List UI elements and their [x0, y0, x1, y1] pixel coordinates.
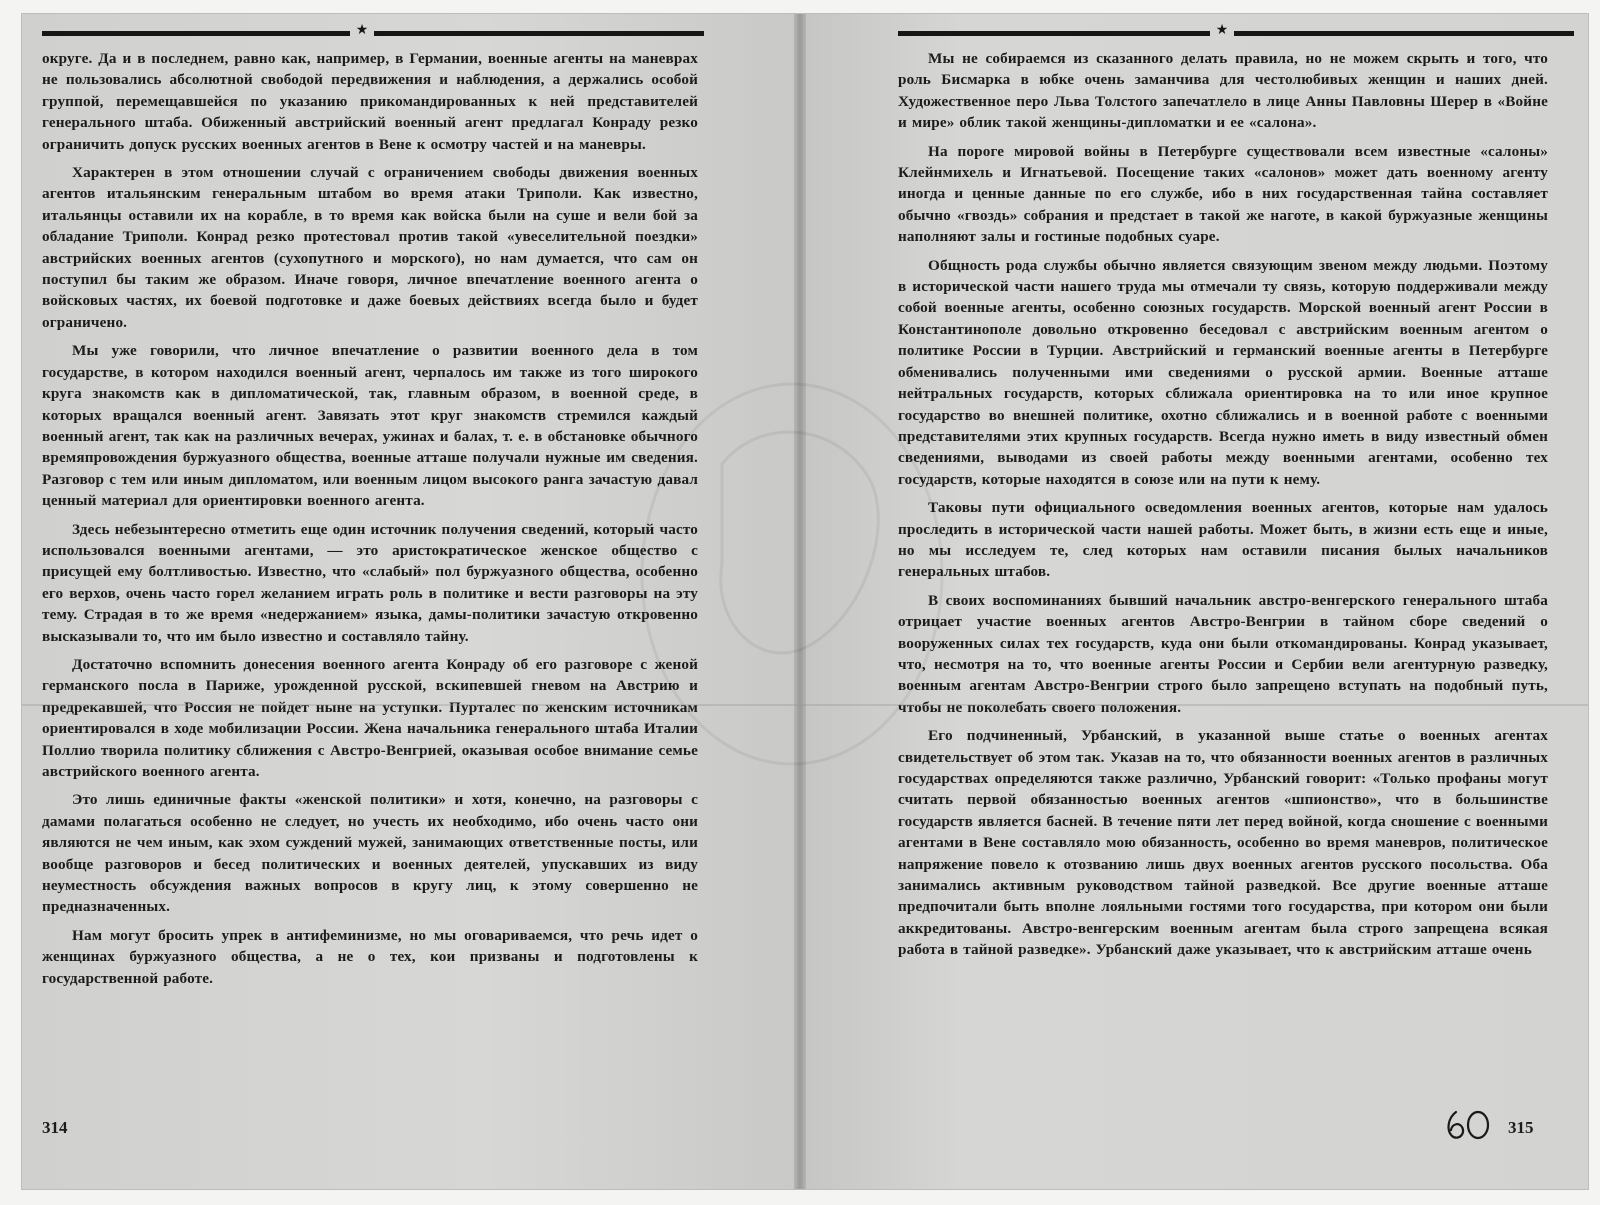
header-bar — [42, 31, 350, 36]
header-bar — [1234, 31, 1574, 36]
star-icon: ★ — [355, 22, 369, 38]
handwritten-page-mark — [1442, 1106, 1500, 1142]
paragraph: Достаточно вспомнить донесения военного агента Конраду об его разговоре с женой германского посла в Париже, урожденной русской, вскипевшей гневом на Австрию и предрекавшей, что Россия не пойдет ныне на уступки. Пурталес по женским источникам ориентировался в ходе мобилизации России. Жена начальника генерального штаба Италии Поллио творила политику сближения с Австро-Венгрией, оказывая особое внимание семье австрийского военного агента. — [42, 655, 698, 780]
paragraph: В своих воспоминаниях бывший начальник австро-венгерского генерального штаба отрицает участие военных агентов Австро-Венгрии в тайном сборе сведений о вооруженных силах тех государств, куда они были откомандированы. Конрад указывает, что, несмотря на то, что военные агенты России и Сербии вели агентурную разведку, военным агентам Австро-Венгрии строго было запрещено вступать на подобный путь, чтобы не поколебать своего положения. — [898, 591, 1548, 716]
right-page — [806, 14, 1588, 1189]
paragraph: Мы не собираемся из сказанного делать правила, но не можем скрыть и того, что роль Бисмарка в юбке очень заманчива для честолюбивых женщин и наших дней. Художественное перо Льва Толстого запечатлело в лице Анны Павловны Шерер в «Войне и мире» облик такой женщины-дипломатки и ее «салона». — [898, 50, 1548, 132]
paper-fold-line — [22, 704, 1588, 706]
right-header-rule — [898, 22, 1588, 38]
paragraph: Общность рода службы обычно является связующим звеном между людьми. Поэтому в исторической части нашего труда мы отмечали ту связь, которую поддерживали между собой военные агенты, особенно союзных государств. Морской военный агент России в Константинополе довольно откровенно беседовал с австрийским военным агентом о политике России в Турции. Австрийский и германский военные агенты в Петербурге обменивались полученными ими сведениями о русской армии. Военные атташе нейтральных государств, которых сближала ориентировка на то или иное крупное государство во внешней политике, охотно сближались и в военной работе с военными представителями этих крупных государств. Всегда нужно иметь в виду известный обмен сведениями, выводами из своей работы между военными агентами, особенно тех государств, которые находятся в союзе или на пути к нему. — [898, 256, 1548, 488]
scanned-book-spread — [22, 14, 1588, 1189]
right-page-text — [898, 48, 1548, 968]
page-number-right: 315 — [1508, 1118, 1534, 1137]
paragraph: Характерен в этом отношении случай с ограничением свободы движения военных агентов итальянским генеральным штабом во время атаки Триполи. Как известно, итальянцы оставили их на корабле, в то время как войска были на суше и вели бой за обладание Триполи. Конрад резко протестовал против такой «увеселительной поездки» австрийских военных агентов (сухопутного и морского), но нам думается, что сам он поступил бы таким же образом. Иначе говоря, личное впечатление военного агента о войсковых частях, их боевой подготовке и даже боевых действиях всегда было и будет ограничено. — [42, 164, 698, 331]
left-page-text — [42, 48, 698, 996]
paragraph: Нам могут бросить упрек в антифеминизме, но мы оговариваемся, что речь идет о женщинах буржуазного общества, а не о тех, кои призваны и подготовлены к государственной работе. — [42, 926, 698, 987]
paragraph: На пороге мировой войны в Петербурге существовали всем известные «салоны» Клейнмихель и Игнатьевой. Посещение таких «салонов» может дать военному агенту иногда и ценные данные по его службе, ибо в них государственная тайна составляет обычно «гвоздь» собрания и предстает в такой же наготе, в какой буржуазные женщины наполняют залы и гостиные подобных суаре. — [898, 142, 1548, 246]
paragraph: Таковы пути официального осведомления военных агентов, которые нам удалось проследить в исторической части нашей работы. Может быть, в жизни есть еще и иные, но мы исследуем те, след которых нам оставили писания былых начальников генеральных штабов. — [898, 499, 1548, 581]
star-icon: ★ — [1215, 22, 1229, 38]
paragraph: Мы уже говорили, что личное впечатление о развитии военного дела в том государстве, в котором находился военный агент, черпалось им также из того широкого круга знакомств как в дипломатической, так, главным образом, в военной среде, в которых вращался военный агент. Завязать этот круг знакомств стремился каждый военный агент, так как на различных вечерах, ужинах и балах, т. е. в обстановке обычного времяпровождения буржуазного общества, военные атташе получали нужные им сведения. Разговор с тем или иным дипломатом, или военным лицом высокого ранга зачастую давал ценный материал для ориентировки военного агента. — [42, 342, 698, 510]
left-page — [22, 14, 794, 1189]
page-number-left: 314 — [42, 1118, 68, 1137]
paragraph: Это лишь единичные факты «женской политики» и хотя, конечно, на разговоры с дамами полагаться особенно не следует, но учесть их необходимо, ибо очень часто они являются не чем иным, как эхом суждений мужей, занимающих ответственные посты, или вообще разговоров и бесед политических и военных деятелей, упускавших из виду неуместность обсуждения важных вопросов в кругу лиц, к этому совершенно не предназначенных. — [42, 791, 698, 916]
paragraph: Здесь небезынтересно отметить еще один источник получения сведений, который часто использовался военными агентами, — это аристократическое женское общество с присущей ему болтливостью. Известно, что «слабый» пол буржуазного общества, особенно его верхов, очень часто горел желанием играть роль в политике и вести разговоры на эту тему. Страдая в то же время «недержанием» языка, дамы-политики зачастую откровенно высказывали то, что им было известно и составляло тайну. — [42, 520, 698, 645]
book-gutter — [794, 14, 806, 1189]
left-header-rule — [42, 22, 704, 38]
header-bar — [374, 31, 704, 36]
paragraph: Его подчиненный, Урбанский, в указанной выше статье о военных агентах свидетельствует об этом так. Указав на то, что обязанности военных агентов в различных государствах определяются также различно, Урбанский говорит: «Только профаны могут считать первой обязанностью военных агентов «шпионство», что в большинстве государств является басней. В течение пяти лет перед войной, когда сношение с военными агентами в Вене составляло мою обязанность, особенно во время маневров, политическое напряжение повело к отозванию лишь двух военных агентов русского посольства. Оба занимались активным руководством тайной разведкой. Все другие военные атташе предпочитали быть вполне лояльными гостями того государства, при котором они были аккредитованы. Австро-венгерским военным агентам была строго запрещена всякая работа в тайной разведке». Урбанский даже указывает, что к австрийским атташе очень — [898, 727, 1548, 959]
header-bar — [898, 31, 1210, 36]
paragraph: округе. Да и в последнем, равно как, например, в Германии, военные агенты на маневрах не пользовались абсолютной свободой передвижения и наблюдения, а держались особой группой, перемещавшейся по указанию прикомандированных к ней представителей генерального штаба. Обиженный австрийский военный агент предлагал Конраду резко ограничить допуск русских военных агентов в Вене к осмотру частей и на маневры. — [42, 50, 698, 153]
